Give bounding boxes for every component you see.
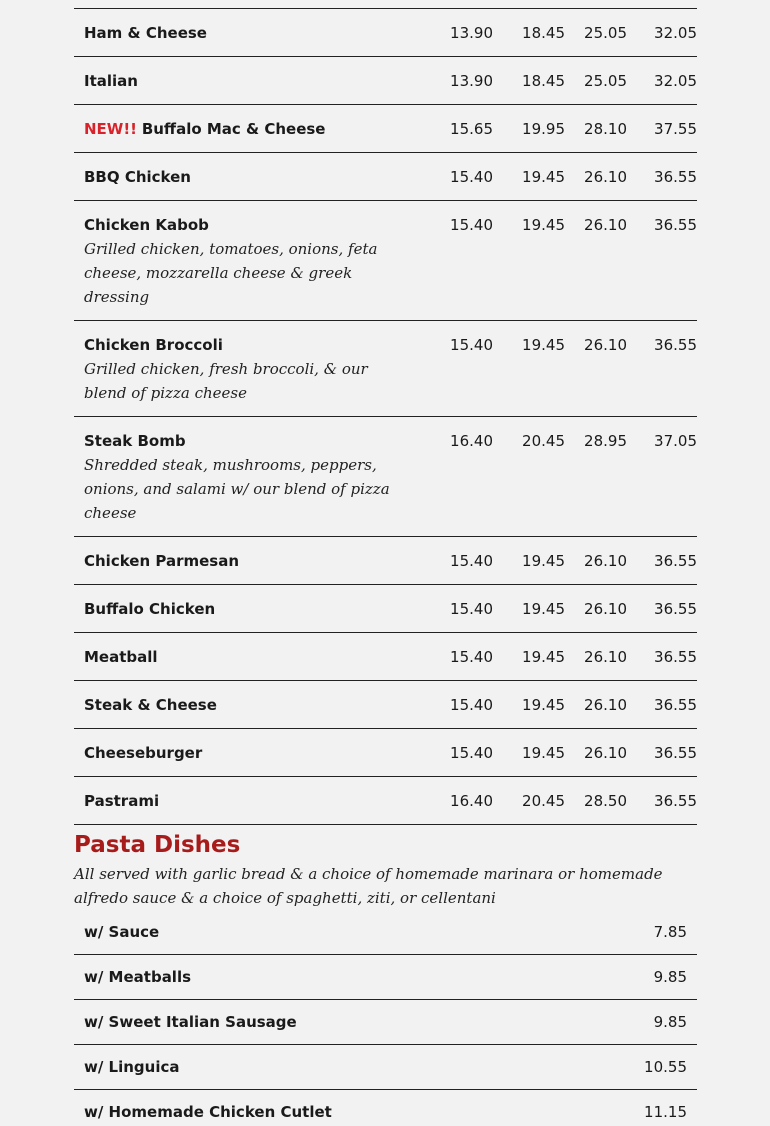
price-size-3: 26.10 xyxy=(584,552,627,570)
pasta-list xyxy=(74,918,697,1126)
price-size-1: 16.40 xyxy=(450,432,493,450)
item-description: Grilled chicken, tomatoes, onions, feta cheese, mozzarella cheese & greek dressing xyxy=(84,240,378,306)
item-name: Meatball xyxy=(84,648,158,666)
price-size-1: 13.90 xyxy=(450,72,493,90)
section-title: Pasta Dishes xyxy=(74,832,241,858)
table-row xyxy=(74,729,697,777)
pasta-price: 9.85 xyxy=(653,968,687,986)
price-size-1: 15.65 xyxy=(450,120,493,138)
item-cell xyxy=(74,693,414,717)
item-name: Chicken Broccoli xyxy=(84,336,223,354)
price-size-3: 26.10 xyxy=(584,744,627,762)
list-item xyxy=(74,1090,697,1126)
price-size-2: 20.45 xyxy=(522,792,565,810)
table-row xyxy=(74,537,697,585)
table-row xyxy=(74,105,697,153)
item-title-line xyxy=(84,333,414,357)
item-name: Italian xyxy=(84,72,138,90)
item-name: Pastrami xyxy=(84,792,160,810)
table-row xyxy=(74,585,697,633)
table-row xyxy=(74,681,697,729)
pasta-name: w/ Sweet Italian Sausage xyxy=(84,1013,297,1031)
price-size-4: 36.55 xyxy=(654,600,697,618)
price-size-3: 28.10 xyxy=(584,120,627,138)
list-item xyxy=(74,1045,697,1090)
table-row xyxy=(74,9,697,57)
price-size-2: 19.45 xyxy=(522,744,565,762)
price-size-1: 15.40 xyxy=(450,336,493,354)
price-size-3: 26.10 xyxy=(584,600,627,618)
list-item xyxy=(74,918,697,955)
price-size-2: 19.45 xyxy=(522,336,565,354)
pasta-price: 10.55 xyxy=(644,1058,687,1076)
list-item xyxy=(74,1000,697,1045)
item-title-line xyxy=(84,597,414,621)
price-size-2: 19.45 xyxy=(522,168,565,186)
price-size-4: 36.55 xyxy=(654,552,697,570)
price-size-3: 26.10 xyxy=(584,648,627,666)
table-row xyxy=(74,777,697,825)
price-size-1: 13.90 xyxy=(450,24,493,42)
price-size-2: 18.45 xyxy=(522,24,565,42)
price-size-2: 18.45 xyxy=(522,72,565,90)
table-row xyxy=(74,321,697,417)
item-cell xyxy=(74,333,414,405)
price-size-3: 25.05 xyxy=(584,72,627,90)
price-size-3: 26.10 xyxy=(584,168,627,186)
item-name: Ham & Cheese xyxy=(84,24,207,42)
price-size-3: 28.50 xyxy=(584,792,627,810)
item-title-line xyxy=(84,21,414,45)
item-title-line xyxy=(84,69,414,93)
pasta-name: w/ Homemade Chicken Cutlet xyxy=(84,1103,332,1121)
price-size-4: 36.55 xyxy=(654,792,697,810)
item-cell xyxy=(74,21,414,45)
pasta-section xyxy=(74,828,697,1126)
item-description: Shredded steak, mushrooms, peppers, onions, and salami w/ our blend of pizza cheese xyxy=(84,456,390,522)
item-name: Chicken Kabob xyxy=(84,216,209,234)
item-cell xyxy=(74,789,414,813)
item-title-line xyxy=(84,165,414,189)
item-title-line xyxy=(84,549,414,573)
item-title-line xyxy=(84,789,414,813)
pasta-price: 7.85 xyxy=(653,923,687,941)
price-size-4: 36.55 xyxy=(654,336,697,354)
price-size-4: 36.55 xyxy=(654,744,697,762)
item-cell xyxy=(74,165,414,189)
list-item xyxy=(74,955,697,1000)
price-size-1: 15.40 xyxy=(450,168,493,186)
price-size-3: 26.10 xyxy=(584,336,627,354)
price-size-2: 19.95 xyxy=(522,120,565,138)
price-size-4: 36.55 xyxy=(654,696,697,714)
price-size-4: 36.55 xyxy=(654,168,697,186)
pasta-name: w/ Sauce xyxy=(84,923,160,941)
table-row xyxy=(74,201,697,321)
price-size-4: 37.55 xyxy=(654,120,697,138)
pasta-price: 9.85 xyxy=(653,1013,687,1031)
price-size-3: 26.10 xyxy=(584,216,627,234)
price-size-1: 15.40 xyxy=(450,648,493,666)
item-cell xyxy=(74,69,414,93)
price-size-1: 16.40 xyxy=(450,792,493,810)
item-name: Buffalo Mac & Cheese xyxy=(141,120,326,138)
table-row xyxy=(74,633,697,681)
price-size-2: 19.45 xyxy=(522,216,565,234)
new-badge: NEW!! xyxy=(84,120,138,138)
price-size-2: 19.45 xyxy=(522,648,565,666)
item-title-line xyxy=(84,117,414,141)
item-name: Steak Bomb xyxy=(84,432,186,450)
price-size-1: 15.40 xyxy=(450,696,493,714)
item-cell xyxy=(74,645,414,669)
price-size-3: 25.05 xyxy=(584,24,627,42)
item-title-line xyxy=(84,213,414,237)
price-size-1: 15.40 xyxy=(450,600,493,618)
price-size-2: 19.45 xyxy=(522,696,565,714)
item-title-line xyxy=(84,693,414,717)
item-description: Grilled chicken, fresh broccoli, & our blend of pizza cheese xyxy=(84,360,368,402)
item-title-line xyxy=(84,645,414,669)
table-row xyxy=(74,153,697,201)
price-size-3: 28.95 xyxy=(584,432,627,450)
section-description: All served with garlic bread & a choice of homemade marinara or homemade alfredo sauce & a choice of spaghetti, ziti, or cellentani xyxy=(74,865,663,907)
item-cell xyxy=(74,117,414,141)
item-cell xyxy=(74,429,414,525)
item-name: BBQ Chicken xyxy=(84,168,191,186)
table-row xyxy=(74,57,697,105)
price-size-2: 19.45 xyxy=(522,552,565,570)
price-size-1: 15.40 xyxy=(450,216,493,234)
price-size-4: 36.55 xyxy=(654,216,697,234)
item-name: Buffalo Chicken xyxy=(84,600,216,618)
price-size-1: 15.40 xyxy=(450,552,493,570)
pasta-name: w/ Linguica xyxy=(84,1058,180,1076)
item-cell xyxy=(74,741,414,765)
price-size-4: 37.05 xyxy=(654,432,697,450)
price-size-2: 19.45 xyxy=(522,600,565,618)
pasta-name: w/ Meatballs xyxy=(84,968,192,986)
item-name: Steak & Cheese xyxy=(84,696,217,714)
item-cell xyxy=(74,549,414,573)
item-name: Chicken Parmesan xyxy=(84,552,240,570)
item-name: Cheeseburger xyxy=(84,744,203,762)
price-size-3: 26.10 xyxy=(584,696,627,714)
item-cell xyxy=(74,213,414,309)
price-size-4: 36.55 xyxy=(654,648,697,666)
table-row xyxy=(74,417,697,537)
item-cell xyxy=(74,597,414,621)
pasta-price: 11.15 xyxy=(644,1103,687,1121)
item-title-line xyxy=(84,741,414,765)
subs-price-table xyxy=(74,8,697,825)
price-size-4: 32.05 xyxy=(654,72,697,90)
price-size-2: 20.45 xyxy=(522,432,565,450)
item-title-line xyxy=(84,429,414,453)
price-size-4: 32.05 xyxy=(654,24,697,42)
price-size-1: 15.40 xyxy=(450,744,493,762)
